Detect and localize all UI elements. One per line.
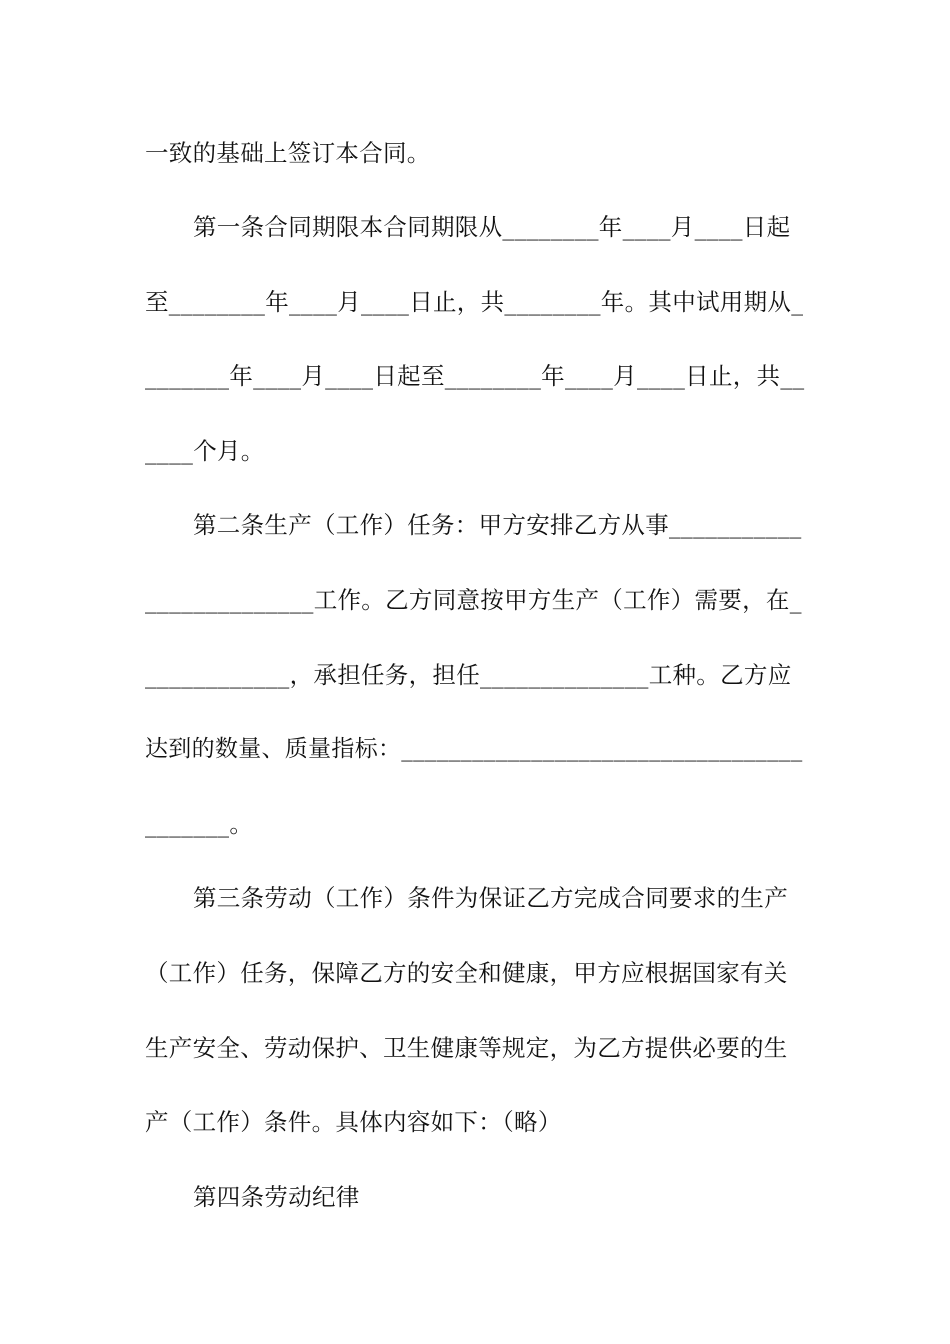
text-line: 产（工作）条件。具体内容如下：（略） xyxy=(145,1108,562,1136)
text-line: 生产安全、劳动保护、卫生健康等规定，为乙方提供必要的生 xyxy=(145,1034,788,1062)
text-line: ______________工作。乙方同意按甲方生产（工作）需要，在_ xyxy=(145,586,802,614)
text-line: _______。 xyxy=(145,810,254,838)
article-2-heading-line: 第二条生产（工作）任务：甲方安排乙方从事___________ xyxy=(193,511,802,539)
article-1-heading-line: 第一条合同期限本合同期限从________年____月____日起 xyxy=(193,213,791,241)
text-line: 达到的数量、质量指标：__________________________________ xyxy=(145,736,803,762)
article-4-heading: 第四条劳动纪律 xyxy=(193,1183,360,1211)
text-line: 一致的基础上签订本合同。 xyxy=(145,139,431,167)
article-3-heading-line: 第三条劳动（工作）条件为保证乙方完成合同要求的生产 xyxy=(193,884,788,912)
text-line: _______年____月____日起至________年____月____日止，共__ xyxy=(145,362,805,390)
text-line: ____个月。 xyxy=(145,437,265,465)
text-line: ____________，承担任务，担任______________工种。乙方应 xyxy=(145,661,792,689)
text-line: （工作）任务，保障乙方的安全和健康，甲方应根据国家有关 xyxy=(145,959,788,987)
text-line: 至________年____月____日止，共________年。其中试用期从_ xyxy=(145,288,804,316)
